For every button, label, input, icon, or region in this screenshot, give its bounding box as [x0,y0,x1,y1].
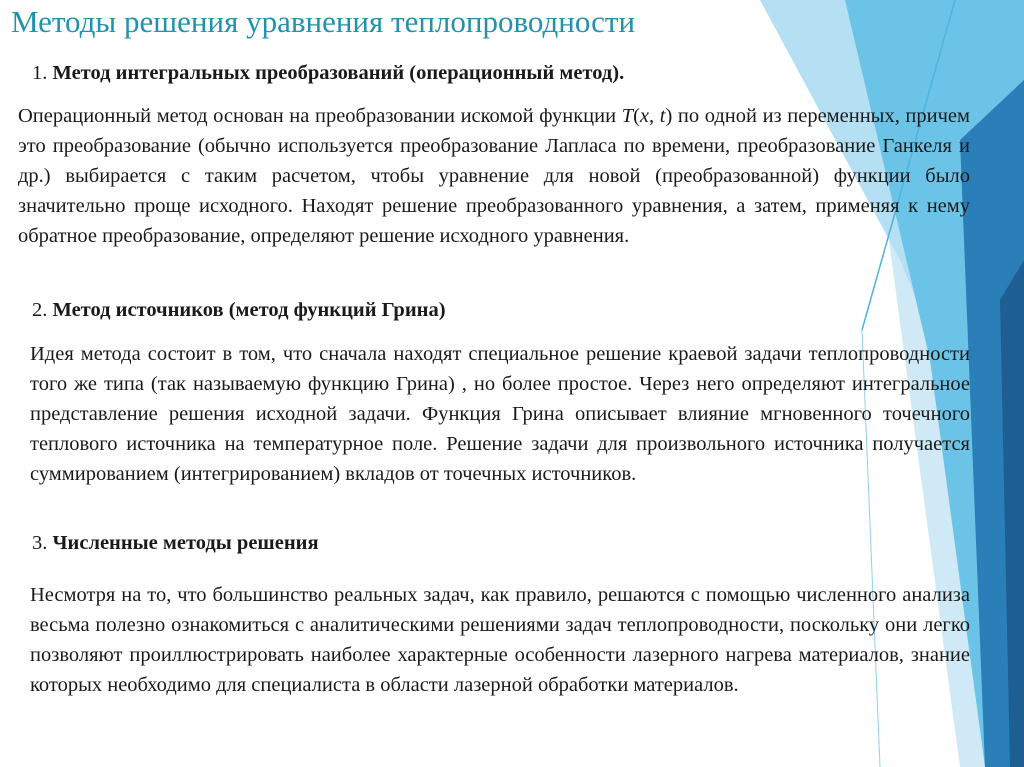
section-1-text-after: ) по одной из переменных, причем это преобразование (обычно используется преобразование Лапласа по времени, преобразование Ганкеля и др.) выбирается с таким расчетом, чтобы уравнение для новой (преобразованной) функции было значительно проще исходного. Находят решение преобразованного уравнения, а затем, применяя к нему обратное преобразование, определяют решение исходного уравнения. [18,105,970,247]
open-paren: ( [633,105,640,127]
var-x: x [639,105,650,127]
section-3-heading [32,532,319,555]
section-3-text: Несмотря на то, что большинство реальных задач, как правило, решаются с помощью численного анализа весьма полезно ознакомиться с аналитическими решениями задач теплопроводности, поскольку они легко позволяют проиллюстрировать наиболее характерные особенности лазерного нагрева материалов, знание которых необходимо для специалиста в области лазерной обработки материалов. [30,584,970,696]
var-t: t [659,105,666,127]
section-1-number: 1. [32,62,48,84]
section-2-number: 2. [32,299,48,321]
section-3-title: Численные методы решения [52,532,319,554]
page-title: Методы решения уравнения теплопроводности [11,4,636,39]
section-1-heading [32,62,624,85]
section-1-text [18,101,970,251]
section-1-text-before: Операционный метод основан на преобразовании искомой функции [18,105,622,127]
section-2-text: Идея метода состоит в том, что сначала находят специальное решение краевой задачи теплопроводности того же типа (так называемую функцию Грина) , но более простое. Через него определяют интегральное представление решения исходной задачи. Функция Грина описывает влияние мгновенного точечного теплового источника на температурное поле. Решение задачи для произвольного источника получается суммированием (интегрированием) вкладов от точечных источников. [30,343,970,485]
section-1-title: Метод интегральных преобразований (операционный метод). [52,62,625,84]
comma: , [649,105,660,127]
var-T: T [621,105,634,127]
section-3-number: 3. [32,532,48,554]
section-2-title: Метод источников (метод функций Грина) [52,299,446,321]
section-2-heading [32,299,446,322]
